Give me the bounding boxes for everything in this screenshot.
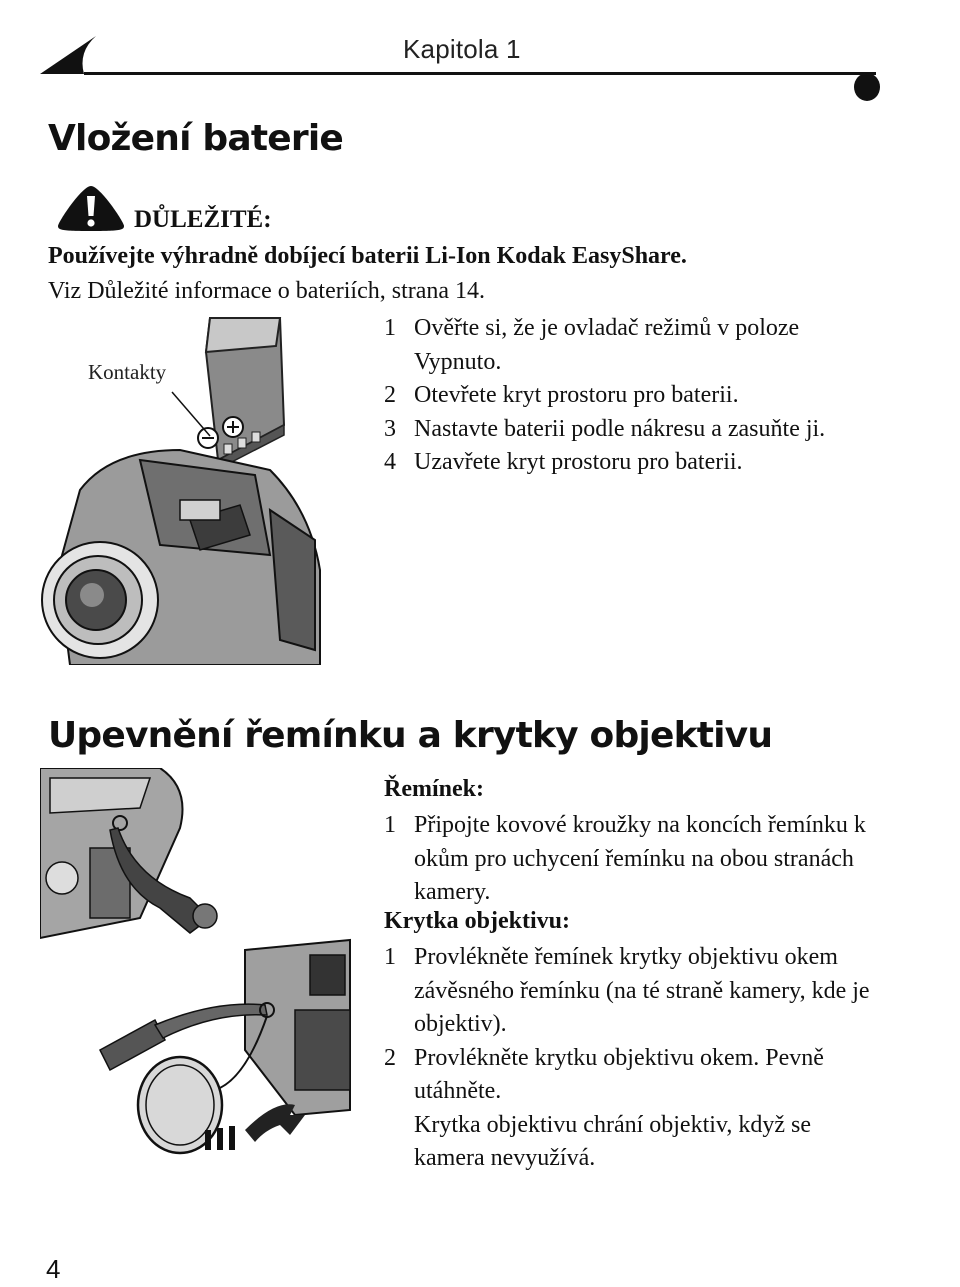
- chapter-title: Kapitola 1: [403, 34, 521, 64]
- list-item: 4 Uzavřete kryt prostoru pro baterii.: [384, 449, 743, 475]
- header-dot: [854, 73, 880, 101]
- lens-cap-steps: [384, 941, 884, 1176]
- battery-steps: [384, 312, 854, 480]
- list-item: 3 Nastavte baterii podle nákresu a zasuňte ji.: [384, 415, 826, 442]
- strap-steps: [384, 809, 884, 910]
- strap-illustration: [40, 768, 230, 943]
- list-item: 1 Provlékněte řemínek krytky objektivu okem závěsného řemínku (na té straně kamery, kde je objektiv).: [384, 944, 870, 1037]
- contacts-label: Kontakty: [88, 360, 167, 384]
- chapter-swoosh-icon: [38, 32, 98, 76]
- strap-heading: Řemínek:: [384, 776, 484, 802]
- lens-cap-note: Krytka objektivu chrání objektiv, když se kamera nevyužívá.: [414, 1111, 812, 1171]
- battery-image: [206, 318, 284, 468]
- section-title-battery: Vložení baterie: [48, 118, 344, 159]
- list-item: 2 Otevřete kryt prostoru pro baterii.: [384, 382, 739, 408]
- list-item: 1 Připojte kovové kroužky na koncích řemínku k okům pro uchycení řemínku na obou stranách kamery.: [384, 812, 866, 905]
- battery-insertion-illustration: [40, 310, 350, 665]
- important-label: DŮLEŽITÉ:: [134, 206, 272, 233]
- lens-cap-heading: Krytka objektivu:: [384, 908, 570, 934]
- important-text: Používejte výhradně dobíjecí baterii Li-Ion Kodak EasyShare.: [48, 243, 687, 269]
- lens-cap-illustration: [95, 930, 355, 1170]
- section-title-strap: Upevnění řemínku a krytky objektivu: [48, 715, 773, 756]
- important-reference: Viz Důležité informace o bateriích, strana 14.: [48, 278, 486, 304]
- list-item: 1 Ověřte si, že je ovladač režimů v poloze Vypnuto.: [384, 315, 800, 375]
- header-rule: [84, 72, 876, 75]
- page-number: 4: [46, 1254, 61, 1284]
- warning-icon: [56, 184, 126, 232]
- list-item: 2 Provlékněte krytku objektivu okem. Pevně utáhněte. Krytka objektivu chrání objektiv, když se kamera nevyužívá.: [384, 1044, 824, 1171]
